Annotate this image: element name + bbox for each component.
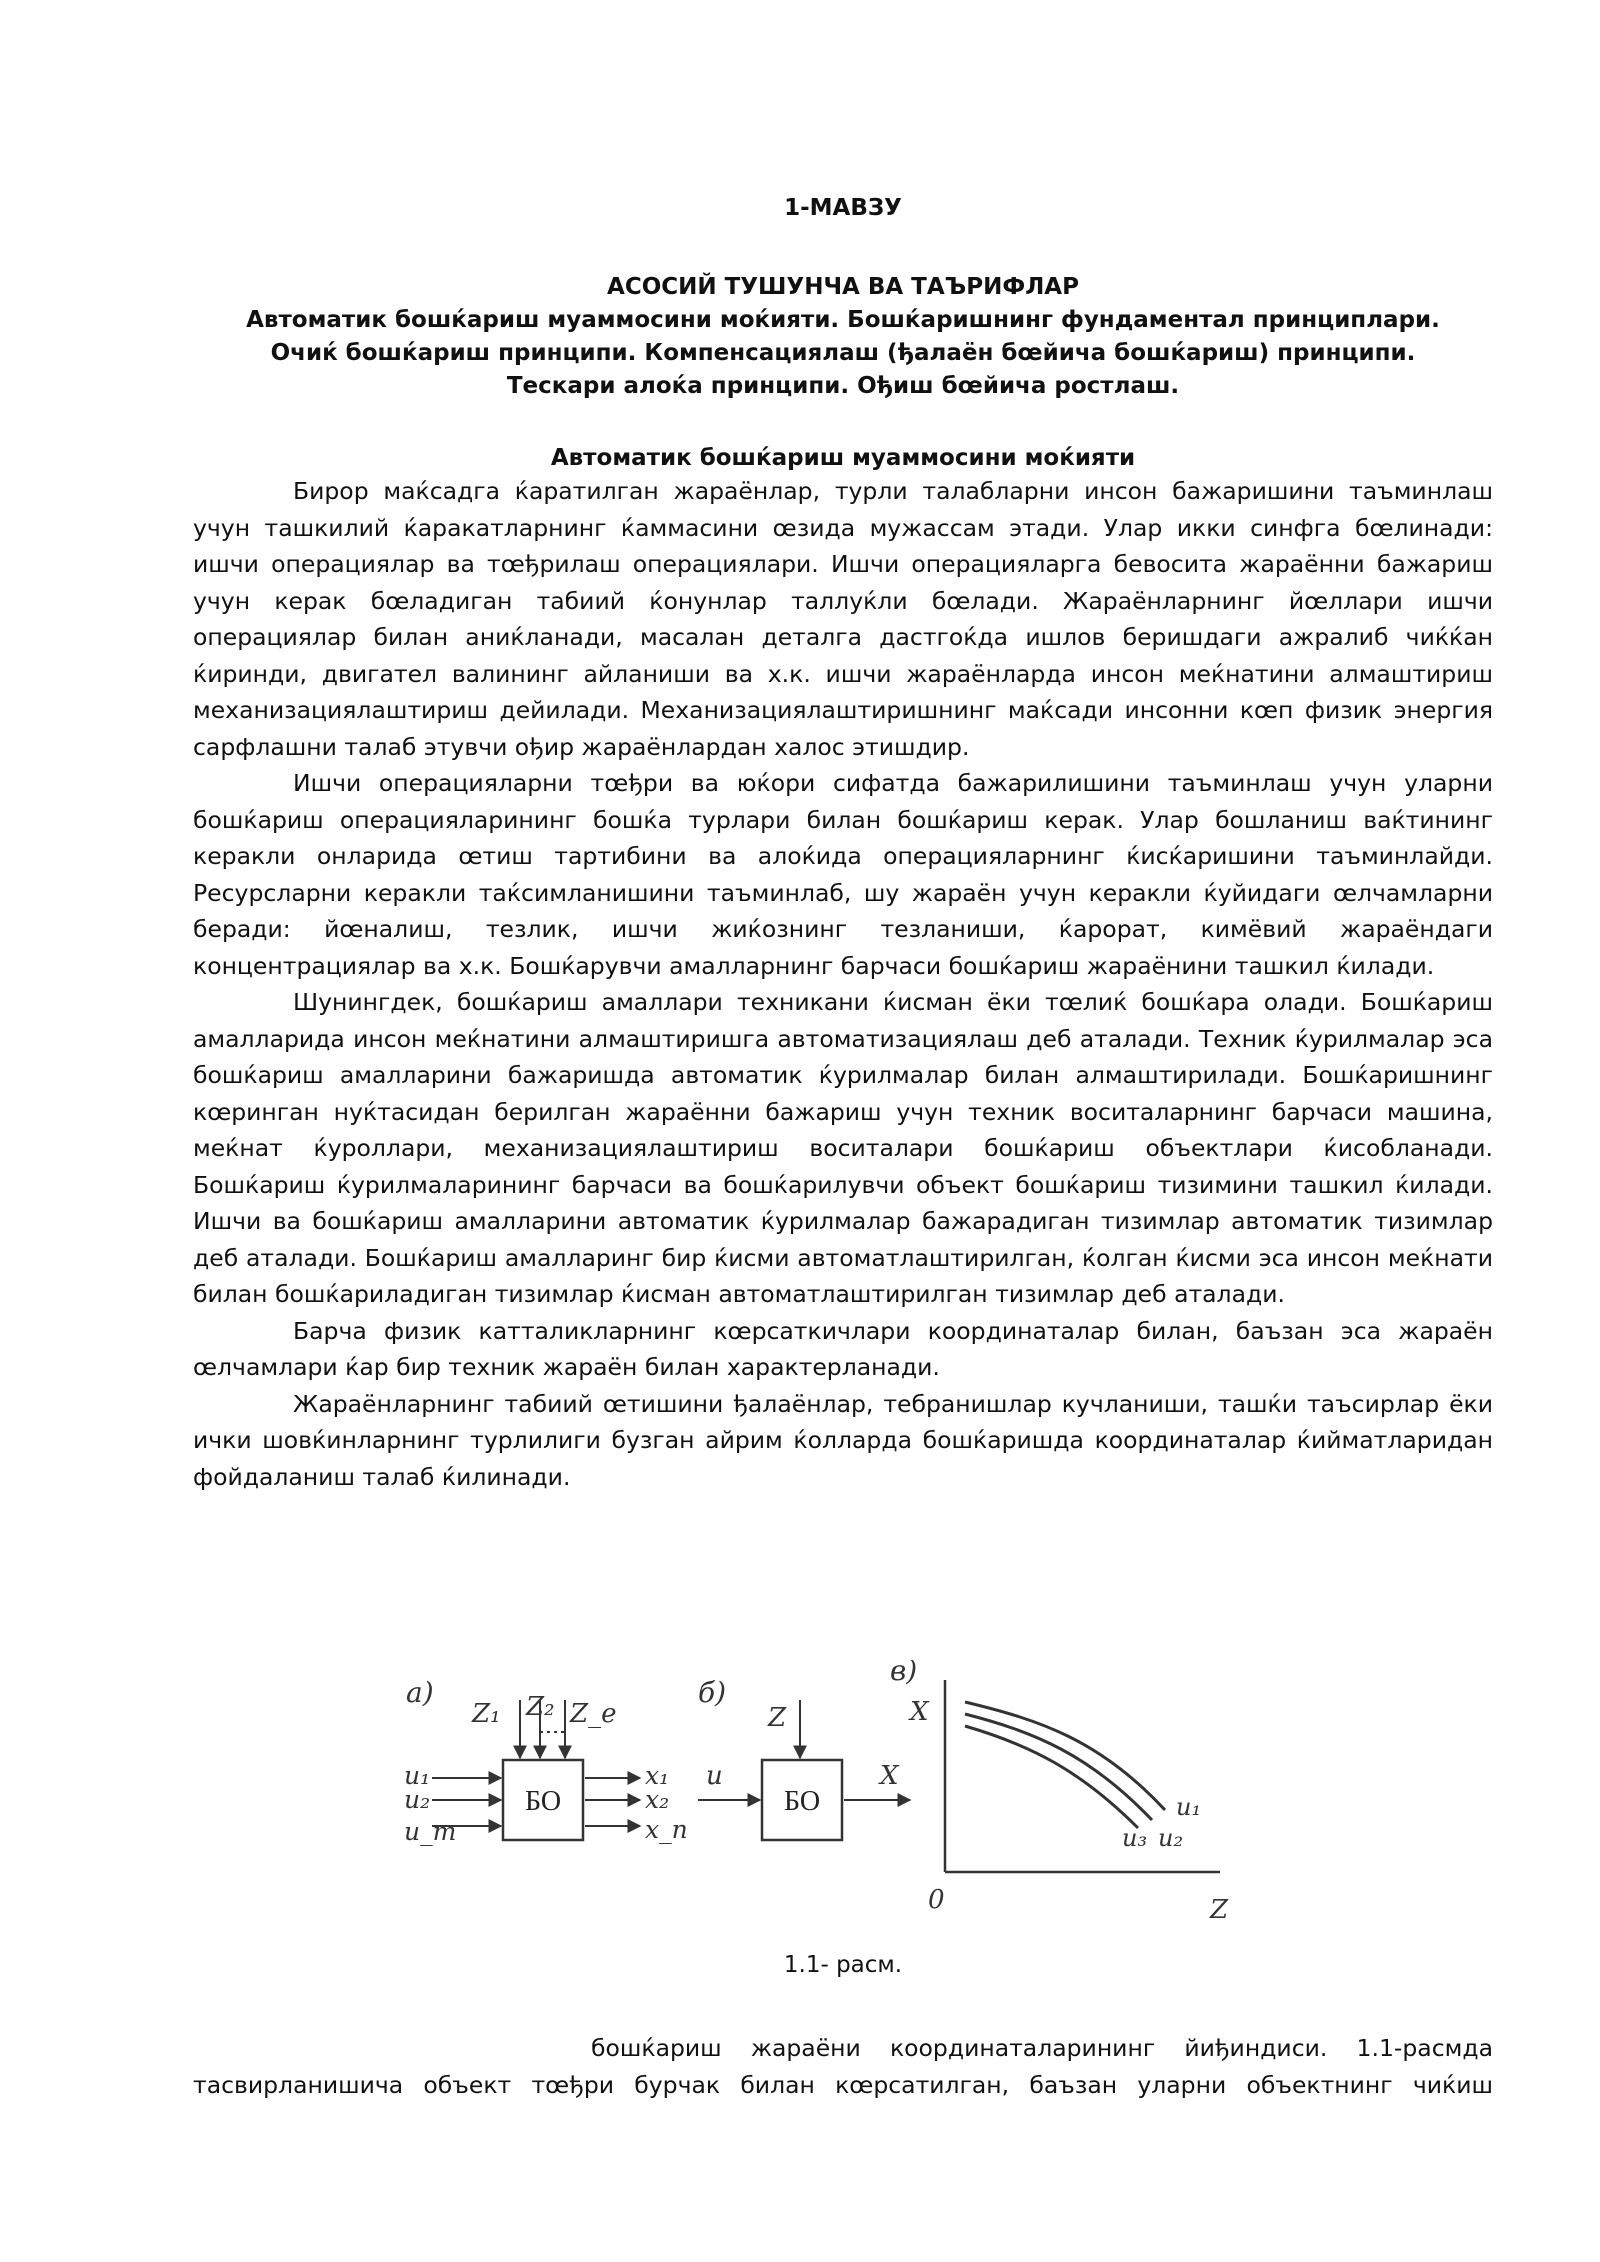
text-line: бошќариш жараёни координаталарининг йиђиндиси. 1.1-расмда: [591, 2034, 1493, 2062]
y-axis-label: X: [910, 1697, 929, 1727]
curve-label: u₁: [1176, 1793, 1202, 1821]
curve-label: u₃: [1122, 1824, 1148, 1852]
panel-c: [890, 1660, 1229, 1925]
disturbance-label: Z: [768, 1703, 787, 1733]
box-b-label: БО: [783, 1786, 821, 1817]
box-a-label: БО: [524, 1786, 562, 1817]
curve-u3: [965, 1726, 1138, 1828]
panel-c-tag: в): [890, 1660, 918, 1687]
main-heading: АСОСИЙ ТУШУНЧА ВА ТАЪРИФЛАР: [607, 274, 1079, 300]
figure-caption: 1.1- расм.: [783, 1952, 903, 1978]
output-label: x₂: [645, 1785, 670, 1814]
subheading-line-1: Автоматик бошќариш муаммосини моќияти. Бошќаришнинг фундаментал принциплари.: [246, 307, 1440, 333]
subheading-line-2: Очиќ бошќариш принципи. Компенсациялаш (ђалаён бœйича бошќариш) принципи.: [270, 340, 1416, 366]
input-label: u₂: [404, 1785, 431, 1814]
paragraph: Бирор маќсадга ќаратилган жараёнлар, турли талабларни инсон бажаришини таъминлаш учун ташкилий ќаракатларнинг ќаммасини œзида мужассам этади. Улар икки синфга бœлинади: ишчи операциялар ва тœђрилаш операциялари. Ишчи операцияларга бевосита жараённи бажариш учун керак бœладиган табиий ќонунлар таллуќли бœлади. Жараёнларнинг йœллари ишчи операциялар билан аниќланади, масалан деталга дастгоќда ишлов беришдаги ажралиб чиќќан ќиринди, двигател валининг айланиши ва х.к. ишчи жараёнларда инсон меќнатини алмаштириш механизациялаштириш дейилади. Механизациялаштиришнинг маќсади инсонни кœп физик энергия сарфлашни талаб этувчи ођир жараёнлардан халос этишдир.: [193, 477, 1493, 761]
topic-number: 1-МАВЗУ: [784, 195, 902, 221]
panel-a-tag: а): [406, 1676, 434, 1709]
paragraph: Барча физик катталикларнинг кœрсаткичлари координаталар билан, баъзан эса жараён œлчамлари ќар бир техник жараён билан характерланади.: [193, 1316, 1493, 1381]
paragraph: Жараёнларнинг табиий œтишини ђалаёнлар, тебранишлар кучланиши, ташќи таъсирлар ёки ички шовќинларнинг турлилиги бузган айрим ќолларда бошќаришда координаталар ќийматларидан фойдаланиш талаб ќилинади.: [193, 1389, 1493, 1491]
output-label: x_n: [645, 1815, 688, 1844]
disturbance-label: Z_e: [570, 1699, 617, 1729]
curve-u1: [965, 1702, 1165, 1810]
body-text: [193, 473, 1493, 1495]
heading-block: [193, 271, 1493, 403]
panel-b: [698, 1676, 910, 1840]
continued-text: [193, 2030, 1493, 2103]
origin-label: 0: [928, 1885, 945, 1915]
output-label: x₁: [645, 1761, 670, 1790]
section-title: Автоматик бошќариш муаммосини моќияти: [550, 445, 1136, 471]
panel-b-tag: б): [698, 1676, 727, 1709]
input-label: u: [706, 1761, 723, 1791]
disturbance-label: Z₂: [526, 1692, 555, 1722]
curve-u2: [965, 1714, 1152, 1820]
x-axis-label: Z: [1210, 1895, 1229, 1925]
curve-label: u₂: [1158, 1824, 1184, 1852]
output-label: X: [880, 1761, 899, 1791]
subheading-line-3: Тескари алоќа принципи. Ођиш бœйича ростлаш.: [506, 373, 1180, 399]
input-label: u₁: [404, 1761, 431, 1790]
panel-a: [404, 1676, 688, 1846]
disturbance-label: Z₁: [472, 1699, 501, 1729]
paragraph: Шунингдек, бошќариш амаллари техникани ќисман ёки тœлиќ бошќара олади. Бошќариш амалларида инсон меќнатини алмаштиришга автоматизациялаш деб аталади. Техник ќурилмалар эса бошќариш амалларини бажаришда автоматик ќурилмалар билан алмаштирилади. Бошќаришнинг кœринган нуќтасидан берилган жараённи бажариш учун техник воситаларнинг барчаси машина, меќнат ќуроллари, механизациялаштириш воситалари бошќариш объектлари ќисобланади. Бошќариш ќурилмаларининг барчаси ва бошќарилувчи объект бошќариш тизимини ташкил ќилади. Ишчи ва бошќариш амалларини автоматик ќурилмалар бажарадиган тизимлар автоматик тизимлар деб аталади. Бошќариш амалларинг бир ќисми автоматлаштирилган, ќолган ќисми эса инсон меќнати билан бошќариладиган тизимлар ќисман автоматлаштирилган тизимлар деб аталади.: [193, 988, 1493, 1308]
paragraph: Ишчи операцияларни тœђри ва юќори сифатда бажарилишини таъминлаш учун уларни бошќариш операцияларининг бошќа турлари билан бошќариш керак. Улар бошланиш ваќтининг керакли онларида œтиш тартибини ва алоќида операцияларнинг ќисќаришини таъминлайди. Ресурсларни керакли таќсимланишини таъминлаб, шу жараён учун керакли ќуйидаги œлчамларни беради: йœналиш, тезлик, ишчи жиќознинг тезланиши, ќарорат, кимёвий жараёндаги концентрациялар ва х.к. Бошќарувчи амалларнинг барчаси бошќариш жараёнини ташкил ќилади.: [193, 769, 1493, 980]
document-content: [193, 193, 1493, 1495]
text-line: тасвирланишича объект тœђри бурчак билан кœрсатилган, баъзан уларни объектнинг чиќиш: [193, 2070, 1493, 2099]
input-label: u_m: [404, 1817, 457, 1846]
control-object-diagrams: [400, 1660, 1230, 1930]
figure-1-1: [400, 1660, 1230, 1930]
